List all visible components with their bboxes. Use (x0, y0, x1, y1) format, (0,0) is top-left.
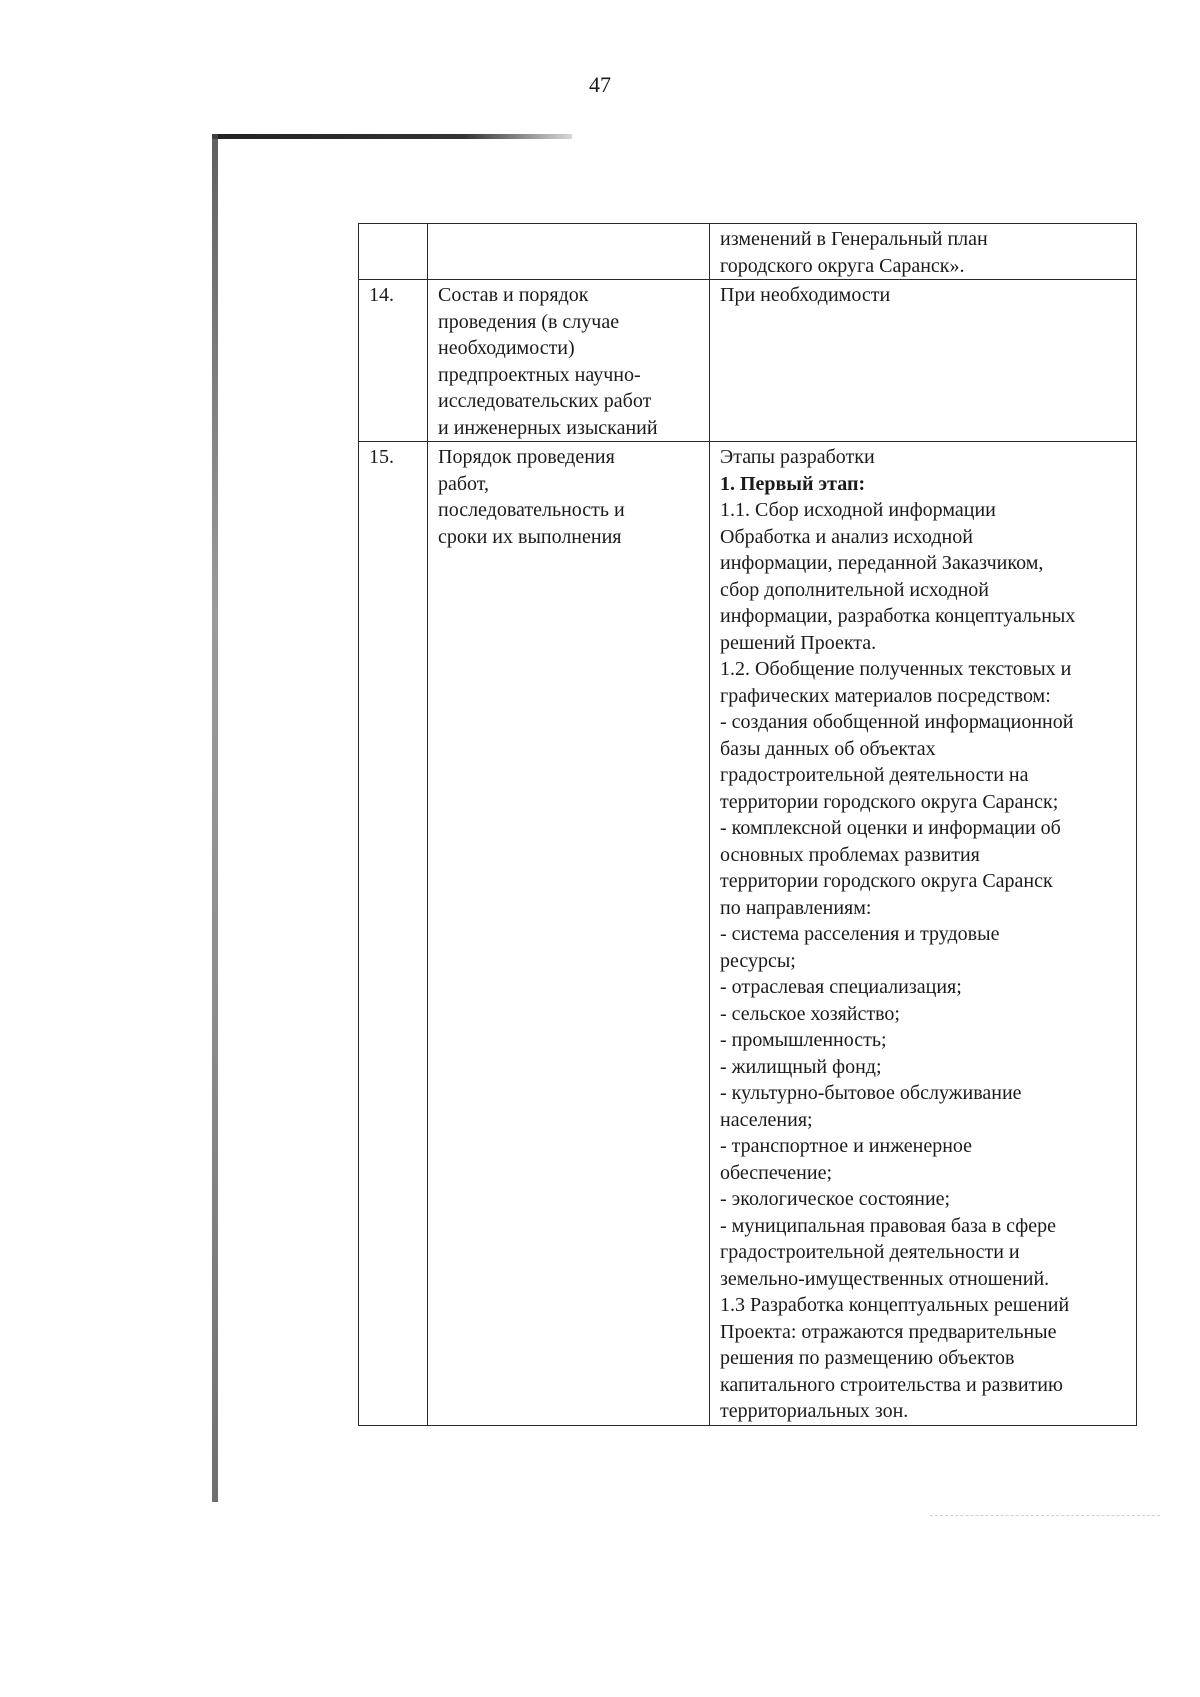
row-content-line: Этапы разработки (720, 446, 875, 468)
spec-table (358, 223, 1137, 1426)
scan-edge-left (212, 134, 218, 1502)
row-content-line: территории городского округа Саранск (720, 870, 1053, 892)
row-content-line: Проекта: отражаются предварительные (720, 1320, 1057, 1343)
row-content-line: - транспортное и инженерное (720, 1135, 973, 1157)
row-title-line: работ, (438, 472, 490, 495)
row-number-cell (359, 280, 428, 442)
row-content-line: территории городского округа Саранск; (720, 790, 1059, 813)
row-content-line: информации, переданной Заказчиком, (720, 552, 1044, 574)
row-content-line: ресурсы; (720, 949, 796, 972)
row-content-line: 1.3 Разработка концептуальных решений (720, 1294, 1070, 1316)
row-title-cell (428, 224, 710, 280)
row-content-line: сбор дополнительной исходной (720, 578, 989, 601)
row-title-cell (428, 280, 710, 442)
row-content-line: по направлениям: (720, 896, 872, 919)
row-content-cell (710, 280, 1137, 442)
row-number-cell (359, 224, 428, 280)
row-title-cell (428, 442, 710, 1426)
row-content-line: решений Проекта. (720, 631, 877, 654)
row-content-cell (710, 224, 1137, 280)
row-content-line: информации, разработка концептуальных (720, 605, 1076, 627)
row-content-line: 1.2. Обобщение полученных текстовых и (720, 658, 1072, 680)
row-content-line: - промышленность; (720, 1029, 887, 1051)
row-content-line: территориальных зон. (720, 1400, 909, 1422)
row-content-line: изменений в Генеральный план (720, 228, 988, 250)
row-content-line: графических материалов посредством: (720, 684, 1051, 707)
stage-heading: 1. Первый этап: (720, 472, 866, 495)
row-content-line: земельно-имущественных отношений. (720, 1267, 1050, 1290)
row-number: 15. (369, 446, 394, 468)
row-content-line: базы данных об объектах (720, 737, 936, 760)
row-content-line: решения по размещению объектов (720, 1347, 1015, 1369)
page-number: 47 (589, 72, 611, 97)
row-title-line: исследовательских работ (438, 390, 652, 412)
row-content-cell (710, 442, 1137, 1426)
row-content-line: 1.1. Сбор исходной информации (720, 499, 996, 521)
row-title-line: предпроектных научно- (438, 363, 641, 386)
row-content-line: - культурно-бытовое обслуживание (720, 1082, 1022, 1104)
table-body (359, 224, 1137, 1426)
row-content-line: - система расселения и трудовые (720, 923, 1000, 945)
table-row (359, 442, 1137, 1426)
row-title-line: необходимости) (438, 337, 575, 359)
row-title-line: последовательность и (438, 499, 625, 521)
row-content-line: - комплексной оценки и информации об (720, 817, 1061, 839)
row-title-line: Состав и порядок (438, 284, 589, 306)
row-title-line: сроки их выполнения (438, 525, 622, 548)
row-content-line: - экологическое состояние; (720, 1188, 951, 1210)
row-number: 14. (369, 284, 394, 306)
row-content-line: - создания обобщенной информационной (720, 711, 1074, 733)
row-title-line: и инженерных изысканий (438, 416, 658, 439)
table-row (359, 280, 1137, 442)
row-title-line: Порядок проведения (438, 446, 615, 468)
row-content-line: градостроительной деятельности и (720, 1241, 1020, 1263)
row-number-cell (359, 442, 428, 1426)
row-title-line: проведения (в случае (438, 310, 620, 333)
row-content-line: обеспечение; (720, 1161, 833, 1184)
table-row (359, 224, 1137, 280)
row-content-line: - муниципальная правовая база в сфере (720, 1214, 1057, 1237)
row-content-line: капитального строительства и развитию (720, 1373, 1063, 1396)
row-content-line: - жилищный фонд; (720, 1055, 882, 1078)
row-content-line: населения; (720, 1108, 813, 1131)
row-content-line: городского округа Саранск». (720, 254, 965, 277)
row-content-line: градостроительной деятельности на (720, 764, 1029, 786)
row-content-line: Обработка и анализ исходной (720, 525, 973, 548)
row-content-line: основных проблемах развития (720, 843, 980, 866)
scan-edge-top (212, 134, 572, 139)
row-content-line: - отраслевая специализация; (720, 976, 962, 998)
row-content-line: - сельское хозяйство; (720, 1002, 900, 1025)
row-content-line: При необходимости (720, 284, 891, 306)
scan-specks (930, 1515, 1160, 1518)
